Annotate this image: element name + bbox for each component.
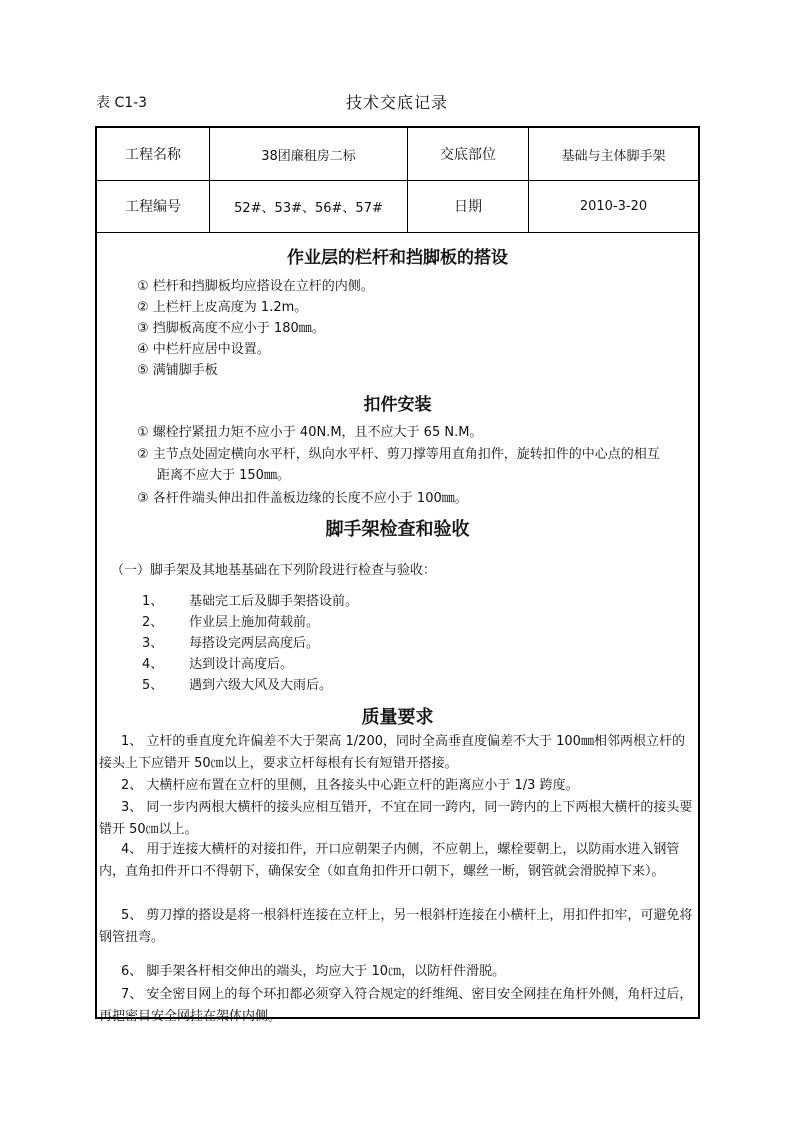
- quality-paragraph: 3、 同一步内两根大横杆的接头应相互错开，不宜在同一跨内，同一跨内的上下两根大横杆的接头要错开 50㎝以上。: [99, 800, 693, 837]
- date-label: 日期: [408, 180, 529, 232]
- project-number-value: 52#、53#、56#、57#: [210, 180, 408, 232]
- form-code: 表 C1-3: [96, 95, 148, 111]
- section-title-quality: 质量要求: [361, 707, 434, 728]
- handover-part-value: 基础与主体脚手架: [561, 148, 666, 164]
- inspection-text: 每搭设完两层高度后。: [189, 636, 320, 651]
- list-item: ② 上栏杆上皮高度为 1.2m。: [137, 300, 308, 315]
- info-row-2: [97, 180, 698, 233]
- list-item: ① 螺栓拧紧扭力矩不应小于 40N.M，且不应大于 65 N.M。: [137, 425, 483, 440]
- inspection-num: 3、: [142, 636, 164, 651]
- inspection-num: 2、: [142, 615, 164, 630]
- document-title: 技术交底记录: [345, 93, 448, 112]
- inspection-num: 5、: [142, 678, 164, 693]
- quality-paragraph: 1、 立杆的垂直度允许偏差不大于架高 1/200，同时全高垂直度偏差不大于 100㎜相邻两根立杆的接头上下应错开 50㎝以上，要求立杆每根有长有短错开搭接。: [99, 734, 685, 771]
- date-value: 2010-3-20: [579, 198, 648, 214]
- inspection-text: 基础完工后及脚手架搭设前。: [189, 594, 359, 609]
- inspection-text: 达到设计高度后。: [189, 657, 294, 672]
- list-item: ③ 各杆件端头伸出扣件盖板边缘的长度不应小于 100㎜。: [137, 491, 468, 506]
- quality-paragraph: 2、 大横杆应布置在立杆的里侧，且各接头中心距立杆的距离应小于 1/3 跨度。: [121, 778, 579, 793]
- list-item: ② 主节点处固定横向水平杆，纵向水平杆、剪刀撑等用直角扣件，旋转扣件的中心点的相互: [137, 447, 660, 462]
- list-item: ⑤ 满铺脚手板: [137, 363, 218, 378]
- quality-paragraph: 5、 剪刀撑的搭设是将一根斜杆连接在立杆上，另一根斜杆连接在小横杆上，用扣件扣牢，可避免将钢管扭弯。: [99, 908, 693, 945]
- list-item: ④ 中栏杆应居中设置。: [137, 342, 270, 357]
- list-item: ① 栏杆和挡脚板均应搭设在立杆的内侧。: [137, 279, 374, 294]
- section-title-railing: 作业层的栏杆和挡脚板的搭设: [287, 248, 508, 268]
- inspection-num: 4、: [142, 657, 164, 672]
- section-title-inspection: 脚手架检查和验收: [325, 519, 470, 540]
- project-number-label: 工程编号: [97, 180, 210, 232]
- section-title-fastener: 扣件安装: [363, 395, 432, 415]
- project-name-label: 工程名称: [97, 128, 210, 180]
- inspection-text: 作业层上施加荷载前。: [189, 615, 320, 630]
- info-row-1: [97, 128, 698, 181]
- quality-paragraph: 4、 用于连接大横杆的对接扣件，开口应朝架子内侧，不应朝上，螺栓要朝上，以防雨水进入钢管内，直角扣件开口不得朝下，确保安全（如直角扣件开口朝下，螺丝一断，钢管就会滑脱掉下来）。: [99, 842, 680, 879]
- record-frame: [95, 126, 700, 1024]
- list-item: ③ 挡脚板高度不应小于 180㎜。: [137, 321, 325, 336]
- inspection-intro: （一）脚手架及其地基基础在下列阶段进行检查与验收：: [111, 563, 437, 578]
- list-item-continued: 距离不应大于 150㎜。: [157, 468, 290, 483]
- project-name-value: 38团廉租房二标: [210, 128, 408, 180]
- inspection-text: 遇到六级大风及大雨后。: [189, 678, 333, 693]
- handover-part-label: 交底部位: [408, 128, 529, 180]
- quality-paragraph: 7、 安全密目网上的每个环扣都必须穿入符合规定的纤维绳、密目安全网挂在角杆外侧，角杆过后，再把密目安全网挂在架体内侧。: [99, 987, 693, 1024]
- quality-paragraph: 6、 脚手架各杆相交伸出的端头，均应大于 10㎝，以防杆件滑脱。: [121, 964, 506, 979]
- inspection-num: 1、: [142, 594, 164, 609]
